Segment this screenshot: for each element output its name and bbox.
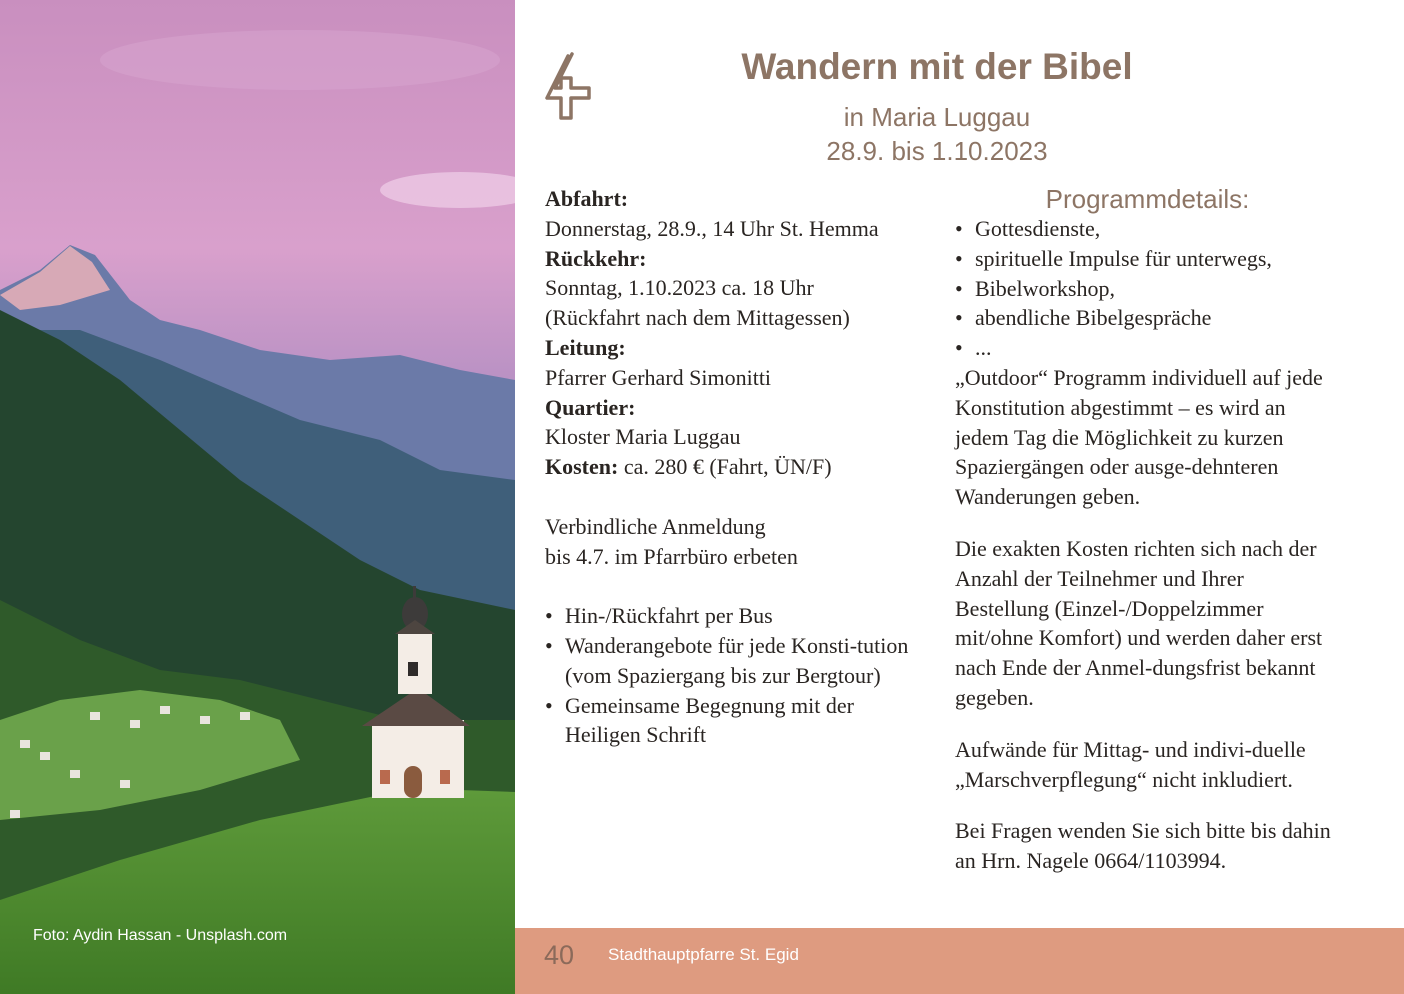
leitung-value: Pfarrer Gerhard Simonitti — [545, 364, 772, 390]
kosten-label: Kosten: — [545, 454, 619, 480]
landscape-photo — [0, 0, 515, 994]
mountain-chapel-image — [0, 0, 515, 994]
outdoor-paragraph: „Outdoor“ Programm individuell auf jede Konstitution abgestimmt – es wird an jedem Tag die Möglichkeit zu kurzen Spaziergängen oder ausge-dehnteren Wanderungen geben. — [955, 364, 1323, 510]
costs-paragraph: Die exakten Kosten richten sich nach der Anzahl der Teilnehmer und Ihrer Bestellung (Einzel-/Doppelzimmer mit/ohne Komfort) und werden daher erst nach Ende der Anmel-dungsfrist bekannt gegeben. — [955, 535, 1323, 710]
parish-name: Stadthauptpfarre St. Egid — [608, 945, 799, 964]
abfahrt-value: Donnerstag, 28.9., 14 Uhr St. Hemma — [545, 215, 879, 241]
meals-paragraph: Aufwände für Mittag- und indivi-duelle „Marschverpflegung“ nicht inkludiert. — [955, 736, 1306, 792]
kosten-value: ca. 280 € (Fahrt, ÜN/F) — [618, 454, 832, 480]
list-item: • ... — [955, 333, 1340, 363]
page-number: 40 — [544, 940, 575, 970]
page-title: Wandern mit der Bibel — [741, 46, 1133, 87]
list-item: • Gemeinsame Begegnung mit der Heiligen Schrift — [545, 691, 930, 751]
rueckkehr-label: Rückkehr: — [545, 245, 647, 271]
abfahrt-label: Abfahrt: — [545, 186, 629, 211]
quartier-label: Quartier: — [545, 394, 636, 420]
cross-four-icon — [541, 52, 597, 124]
program-heading: Programmdetails: — [1045, 184, 1250, 214]
rueckkehr-note: (Rückfahrt nach dem Mittagessen) — [545, 305, 850, 331]
contact-paragraph: Bei Fragen wenden Sie sich bitte bis dahin an Hrn. Nagele 0664/1103994. — [955, 818, 1331, 874]
quartier-value: Kloster Maria Luggau — [545, 424, 741, 450]
list-item: • Bibelworkshop, — [955, 274, 1340, 304]
included-list — [545, 601, 930, 750]
anmeldung-line-1: Verbindliche Anmeldung — [545, 513, 766, 539]
list-item: • Wanderangebote für jede Konsti-tution (vom Spaziergang bis zur Bergtour) — [545, 631, 930, 691]
leitung-label: Leitung: — [545, 334, 626, 360]
page-footer — [515, 928, 1404, 994]
subtitle-location: in Maria Luggau — [843, 102, 1031, 132]
list-item: • abendliche Bibelgespräche — [955, 303, 1340, 333]
anmeldung-line-2: bis 4.7. im Pfarrbüro erbeten — [545, 543, 798, 569]
program-list — [955, 214, 1340, 363]
trip-details — [545, 184, 930, 750]
list-item: • Gottesdienste, — [955, 214, 1340, 244]
list-item: • Hin-/Rückfahrt per Bus — [545, 601, 930, 631]
subtitle-dates: 28.9. bis 1.10.2023 — [826, 136, 1048, 166]
list-item: • spirituelle Impulse für unterwegs, — [955, 244, 1340, 274]
rueckkehr-value: Sonntag, 1.10.2023 ca. 18 Uhr — [545, 275, 814, 301]
program-details — [955, 184, 1340, 876]
photo-credit: Foto: Aydin Hassan - Unsplash.com — [33, 927, 288, 944]
